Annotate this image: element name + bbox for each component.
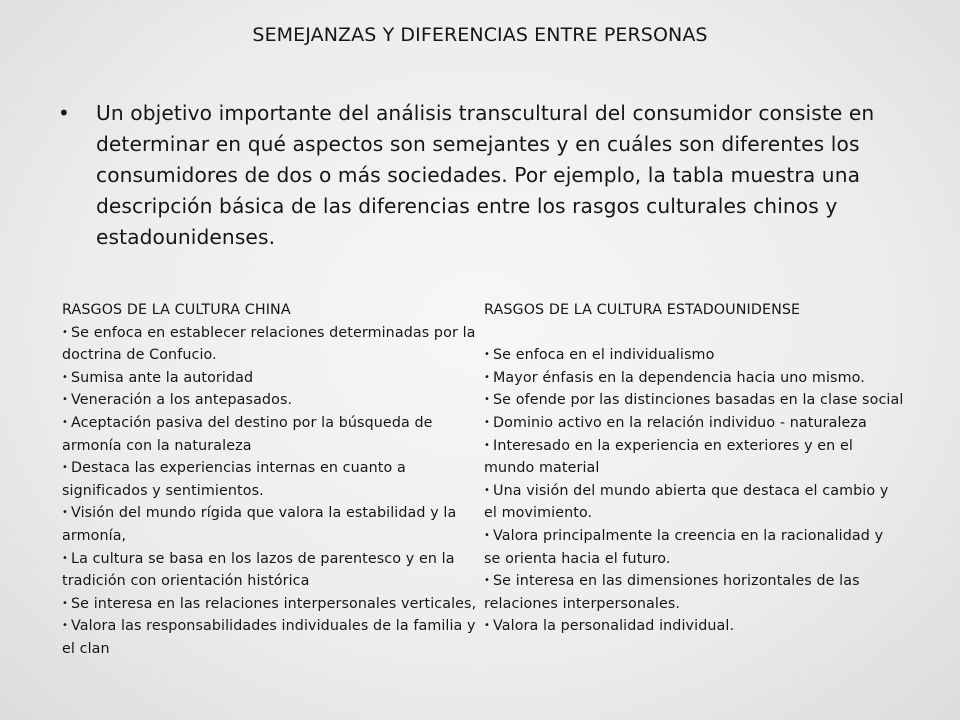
- china-traits-column: [62, 299, 477, 661]
- china-trait-text: La cultura se basa en los lazos de parentesco y en la tradición con orientación histórica: [62, 550, 455, 590]
- bullet-icon: •: [484, 620, 490, 632]
- bullet-icon: •: [62, 371, 68, 383]
- main-bullet-text: Un objetivo importante del análisis transcultural del consumidor consiste en determinar en qué aspectos son semejantes y en cuáles son diferentes los consumidores de dos o más sociedades. Por ejemplo, la tabla muestra una descripción básica de las diferencias entre los rasgos culturales chinos y estadounidenses.: [96, 101, 875, 249]
- bullet-icon: •: [484, 349, 490, 361]
- china-traits-heading: RASGOS DE LA CULTURA CHINA: [62, 302, 291, 318]
- usa-trait-text: Se ofende por las distinciones basadas en la clase social: [493, 392, 904, 409]
- bullet-icon: •: [62, 416, 68, 428]
- bullet-icon: •: [62, 597, 68, 609]
- china-trait-text: Destaca las experiencias internas en cuanto a significados y sentimientos.: [62, 460, 406, 499]
- bullet-icon: •: [58, 101, 70, 125]
- bullet-icon: •: [62, 394, 68, 406]
- usa-trait-text: Se enfoca en el individualismo: [493, 347, 715, 364]
- usa-trait-item: [484, 570, 904, 615]
- main-bullet-paragraph: [58, 98, 918, 253]
- china-trait-text: Visión del mundo rígida que valora la estabilidad y la armonía,: [62, 505, 457, 544]
- usa-trait-text: Dominio activo en la relación individuo - naturaleza: [493, 414, 867, 431]
- china-trait-item: [62, 615, 477, 660]
- usa-trait-item: [484, 367, 904, 390]
- bullet-icon: •: [484, 529, 490, 541]
- usa-trait-text: Valora principalmente la creencia en la racionalidad y se orienta hacia el futuro.: [484, 527, 884, 567]
- china-trait-text: Se enfoca en establecer relaciones determinadas por la doctrina de Confucio.: [62, 324, 476, 364]
- slide-title: SEMEJANZAS Y DIFERENCIAS ENTRE PERSONAS: [252, 24, 708, 46]
- usa-trait-item: [484, 480, 904, 525]
- bullet-icon: •: [484, 484, 490, 496]
- china-trait-item: [62, 412, 477, 457]
- china-trait-item: [62, 502, 477, 547]
- china-trait-item: [62, 548, 477, 593]
- china-trait-item: [62, 367, 477, 390]
- china-trait-item: [62, 593, 477, 616]
- china-trait-text: Valora las responsabilidades individuales de la familia y el clan: [62, 618, 476, 657]
- bullet-icon: •: [484, 394, 490, 406]
- usa-traits-column: [484, 299, 904, 638]
- china-trait-text: Aceptación pasiva del destino por la búsqueda de armonía con la naturaleza: [62, 414, 433, 454]
- usa-heading-gap: [484, 322, 904, 345]
- china-trait-item: [62, 389, 477, 412]
- china-trait-item: [62, 322, 477, 367]
- usa-trait-text: Interesado en la experiencia en exteriores y en el mundo material: [484, 437, 853, 477]
- bullet-icon: •: [484, 439, 490, 451]
- bullet-icon: •: [62, 552, 68, 564]
- usa-traits-list: [484, 344, 904, 638]
- usa-trait-item: [484, 615, 904, 638]
- bullet-icon: •: [62, 507, 68, 519]
- usa-trait-item: [484, 412, 904, 435]
- bullet-icon: •: [62, 462, 68, 474]
- bullet-icon: •: [62, 620, 68, 632]
- bullet-icon: •: [484, 416, 490, 428]
- usa-trait-text: Mayor énfasis en la dependencia hacia uno mismo.: [493, 369, 865, 386]
- china-trait-item: [62, 457, 477, 502]
- usa-trait-text: Valora la personalidad individual.: [493, 618, 735, 635]
- usa-trait-item: [484, 344, 904, 367]
- china-trait-text: Se interesa en las relaciones interpersonales verticales,: [71, 595, 477, 612]
- bullet-icon: •: [484, 575, 490, 587]
- bullet-icon: •: [62, 326, 68, 338]
- usa-trait-item: [484, 525, 904, 570]
- usa-trait-text: Una visión del mundo abierta que destaca el cambio y el movimiento.: [484, 482, 889, 522]
- bullet-icon: •: [484, 371, 490, 383]
- usa-trait-item: [484, 435, 904, 480]
- china-traits-list: [62, 322, 477, 661]
- china-trait-text: Veneración a los antepasados.: [71, 392, 293, 409]
- usa-trait-item: [484, 389, 904, 412]
- usa-trait-text: Se interesa en las dimensiones horizontales de las relaciones interpersonales.: [484, 573, 860, 612]
- china-trait-text: Sumisa ante la autoridad: [71, 369, 254, 386]
- usa-traits-heading: RASGOS DE LA CULTURA ESTADOUNIDENSE: [484, 302, 801, 318]
